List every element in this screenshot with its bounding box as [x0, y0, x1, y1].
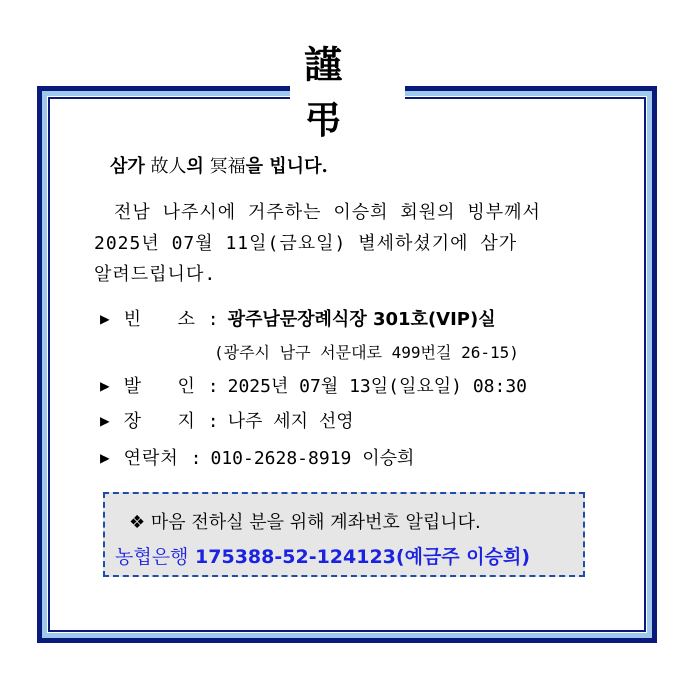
contact-label: 연락처 : [123, 448, 203, 469]
bank-account-box [103, 492, 585, 577]
account-number: 175388-52-124123(예금주 이승희) [195, 546, 531, 568]
funeral-hall-label: 빈 소 : [123, 309, 220, 330]
burial-row [100, 407, 354, 433]
lead-part-5: 을 빕니다. [245, 156, 328, 177]
lead-part-1: 삼가 [110, 156, 145, 177]
lead-part-2: 故人 [150, 156, 187, 177]
departure-row [100, 372, 527, 398]
title-wrapper [290, 42, 405, 142]
page-title: 謹 弔 [304, 42, 359, 142]
departure-value: 2025년 07월 13일(일요일) 08:30 [227, 376, 528, 397]
departure-label: 발 인 : [123, 376, 220, 397]
bullet-triangle: ▶ [100, 447, 110, 467]
bullet-triangle: ▶ [100, 410, 110, 430]
announcement-line-3: 알려드립니다. [94, 264, 217, 285]
announcement-line-1: 전남 나주시에 거주하는 이승희 회원의 빙부께서 [114, 202, 541, 223]
burial-value: 나주 세지 선영 [227, 411, 354, 432]
bullet-triangle: ▶ [100, 308, 110, 328]
bank-name: 농협은행 [115, 546, 189, 568]
contact-row [100, 444, 414, 470]
burial-label: 장 지 : [123, 411, 220, 432]
contact-value: 010-2628-8919 이승희 [210, 448, 415, 469]
bank-notice: ❖ 마음 전하실 분을 위해 계좌번호 알립니다. [129, 512, 481, 533]
funeral-hall-row [100, 305, 496, 331]
lead-part-3: 의 [186, 156, 204, 177]
announcement-paragraph [94, 197, 614, 290]
bank-account-line [115, 542, 530, 569]
funeral-hall-value: 광주남문장례식장 301호(VIP)실 [227, 309, 496, 330]
bullet-triangle: ▶ [100, 375, 110, 395]
announcement-line-2: 2025년 07월 11일(금요일) 별세하셨기에 삼가 [94, 233, 518, 254]
condolence-lead [110, 152, 328, 178]
lead-part-4: 冥福 [209, 156, 246, 177]
funeral-hall-address: (광주시 남구 서문대로 499번길 26-15) [214, 343, 519, 362]
